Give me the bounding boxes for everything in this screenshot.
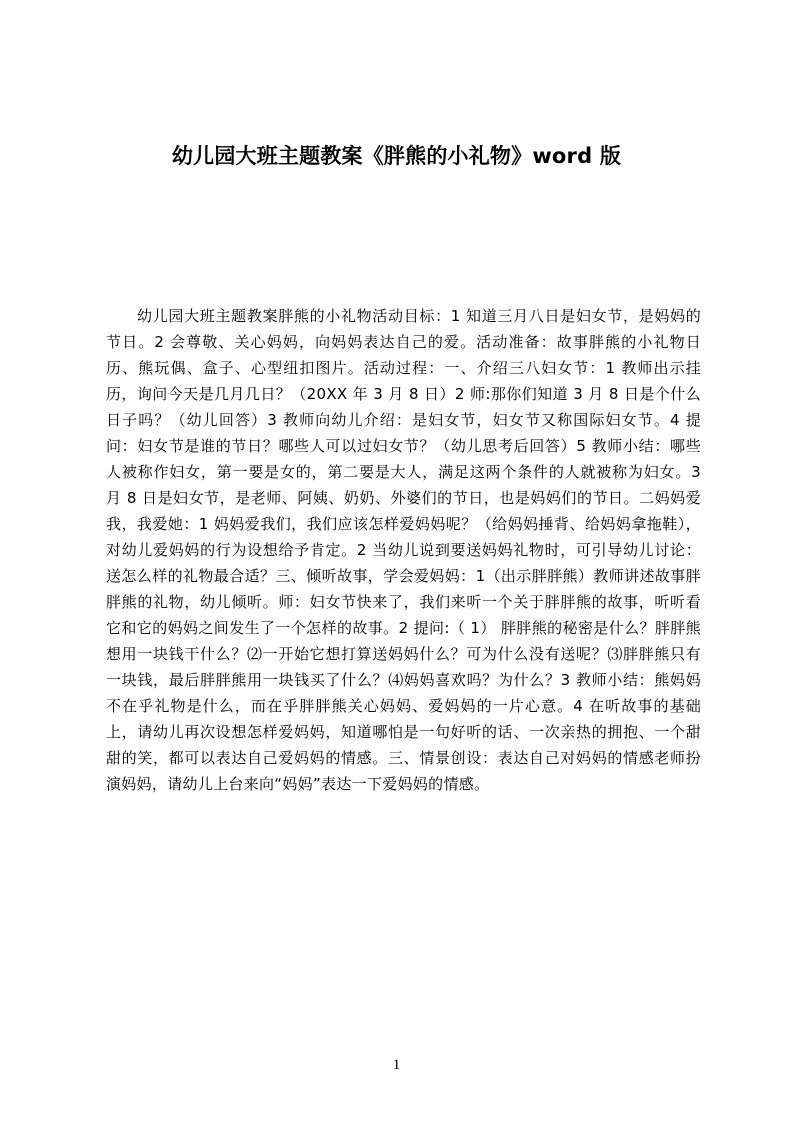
document-body-paragraph: 幼儿园大班主题教案胖熊的小礼物活动目标：1 知道三月八日是妇女节，是妈妈的节日。2 会尊敬、关心妈妈，向妈妈表达自己的爱。活动准备：故事胖熊的小礼物日历、熊玩偶、盒子、心型纽扣图片。活动过程：一、介绍三八妇女节：1 教师出示挂历，询问今天是几月几日？（20XX 年 3 月 8 日）2 师:那你们知道 3 月 8 日是个什么日子吗？（幼儿回答）3 教师向幼儿介绍：是妇女节，妇女节又称国际妇女节。4 提问：妇女节是谁的节日？哪些人可以过妇女节？（幼儿思考后回答）5 教师小结：哪些人被称作妇女，第一要是女的，第二要是大人，满足这两个条件的人就被称为妇女。3 月 8 日是妇女节，是老师、阿姨、奶奶、外婆们的节日，也是妈妈们的节日。二妈妈爱我，我爱她：1 妈妈爱我们，我们应该怎样爱妈妈呢？（给妈妈捶背、给妈妈拿拖鞋），对幼儿爱妈妈的行为设想给予肯定。2 当幼儿说到要送妈妈礼物时，可引导幼儿讨论：送怎么样的礼物最合适？三、倾听故事，学会爱妈妈：1（出示胖胖熊）教师讲述故事胖胖熊的礼物，幼儿倾听。师：妇女节快来了，我们来听一个关于胖胖熊的故事，听听看它和它的妈妈之间发生了一个怎样的故事。2 提问:（ 1） 胖胖熊的秘密是什么？胖胖熊想用一块钱干什么？⑵一开始它想打算送妈妈什么？可为什么没有送呢？⑶胖胖熊只有一块钱，最后胖胖熊用一块钱买了什么？⑷妈妈喜欢吗？为什么？3 教师小结：熊妈妈不在乎礼物是什么，而在乎胖胖熊关心妈妈、爱妈妈的一片心意。4 在听故事的基础上，请幼儿再次设想怎样爱妈妈，知道哪怕是一句好听的话、一次亲热的拥抱、一个甜甜的笑，都可以表达自己爱妈妈的情感。三、情景创设：表达自己对妈妈的情感老师扮演妈妈，请幼儿上台来向“妈妈”表达一下爱妈妈的情感。 [106,307,701,793]
page-number: 1 [392,1057,401,1073]
document-title: 幼儿园大班主题教案《胖熊的小礼物》word 版 [171,144,622,168]
